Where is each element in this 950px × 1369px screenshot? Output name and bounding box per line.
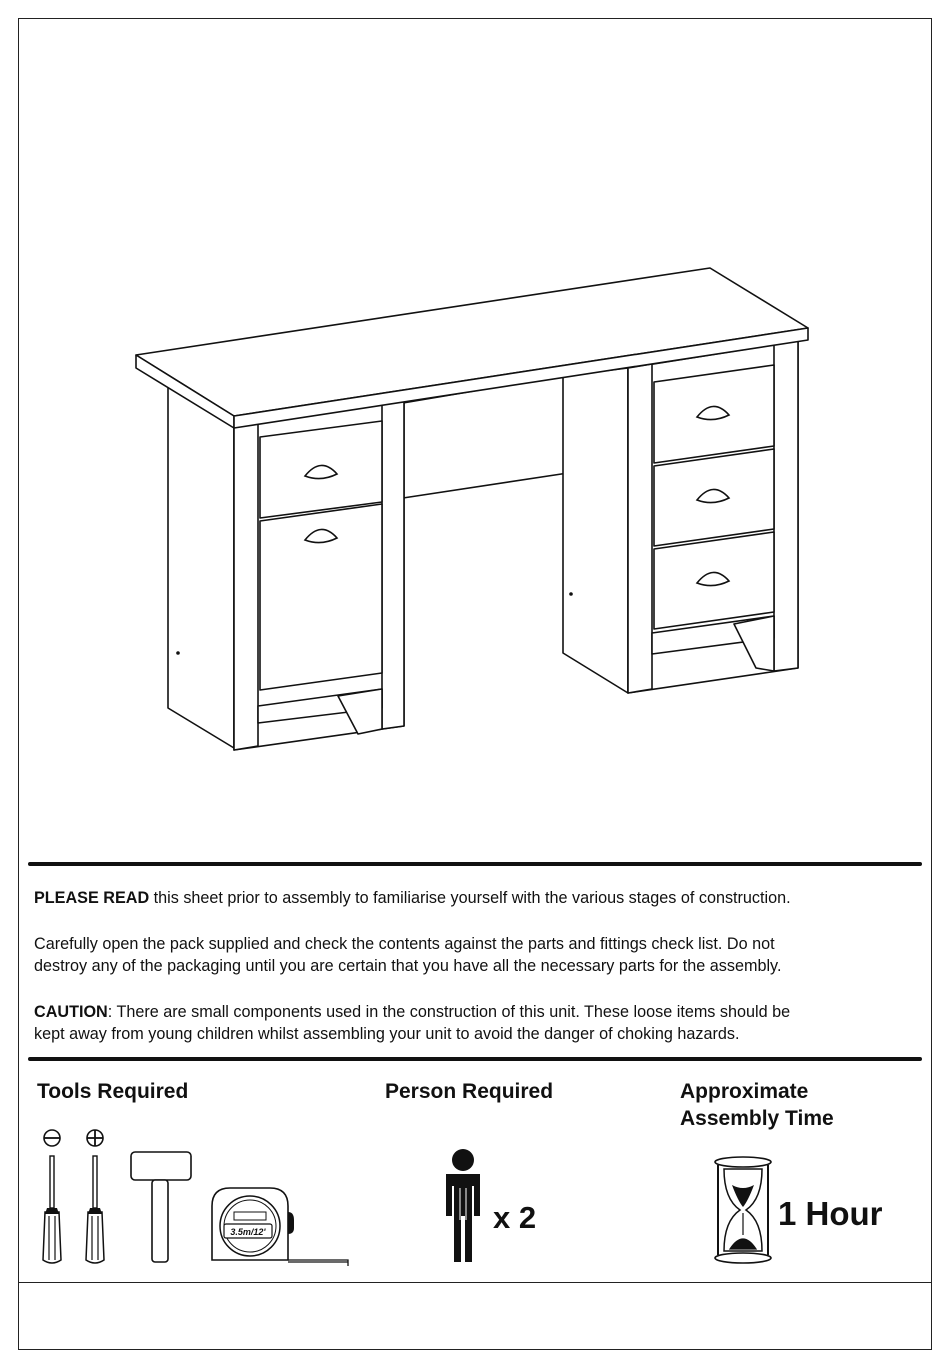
open-pack-line-2: destroy any of the packaging until you are certain that you have all the necessary parts for the assembly. xyxy=(34,957,782,975)
person-count: x 2 xyxy=(493,1200,537,1235)
tools-required-title: Tools Required xyxy=(37,1080,189,1103)
caution-line-2: kept away from young children whilst assembling your unit to avoid the danger of choking hazards. xyxy=(34,1025,740,1043)
footer-divider xyxy=(18,1282,932,1283)
please-read-label: PLEASE READ xyxy=(34,889,150,907)
please-read-text: this sheet prior to assembly to familiarise yourself with the various stages of construction. xyxy=(149,889,791,907)
phillips-screwdriver-icon xyxy=(79,1126,111,1268)
desk-illustration xyxy=(18,18,932,858)
divider-bottom xyxy=(28,1057,922,1061)
caution-label: CAUTION xyxy=(34,1003,108,1021)
divider-top xyxy=(28,862,922,866)
open-pack-paragraph xyxy=(34,933,914,977)
open-pack-line-1: Carefully open the pack supplied and check the contents against the parts and fittings check list. Do not xyxy=(34,935,775,953)
flathead-screwdriver-icon xyxy=(36,1126,68,1268)
person-required-title: Person Required xyxy=(385,1080,554,1103)
hourglass-icon xyxy=(712,1155,774,1265)
tape-measure-icon xyxy=(204,1182,354,1270)
assembly-time-value: 1 Hour xyxy=(778,1195,883,1232)
tape-label: 3.5m/12' xyxy=(230,1227,266,1237)
caution-paragraph xyxy=(34,1001,914,1045)
hammer-icon xyxy=(128,1148,194,1266)
assembly-time-title-line-2: Assembly Time xyxy=(680,1107,834,1130)
assembly-time-title-line-1: Approximate xyxy=(680,1080,809,1103)
caution-line-1: : There are small components used in the construction of this unit. These loose items should be xyxy=(107,1003,791,1021)
please-read-paragraph xyxy=(34,887,914,909)
person-icon xyxy=(438,1148,488,1266)
